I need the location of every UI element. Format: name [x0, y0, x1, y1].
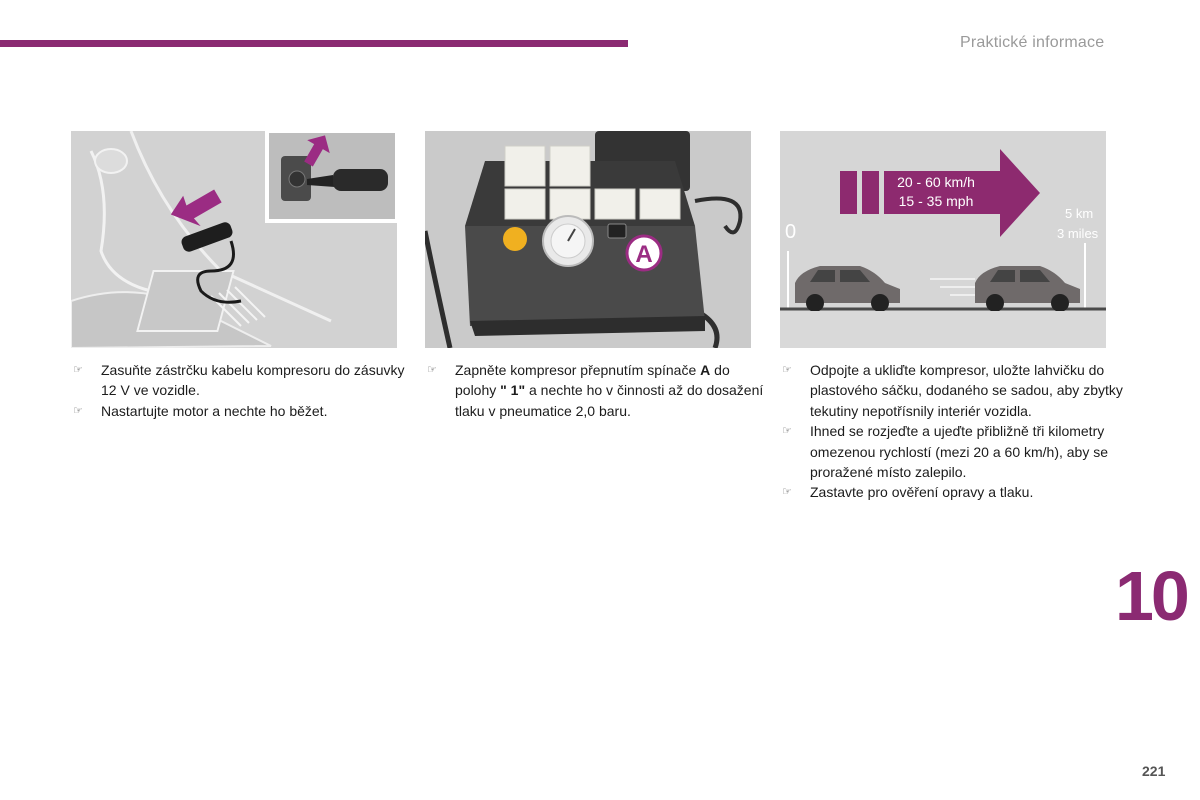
- switch-ref: A: [700, 362, 711, 378]
- instruction-item: [780, 360, 1125, 421]
- bullet-hand-icon: ☞: [782, 485, 792, 499]
- chapter-number: 10: [1115, 557, 1187, 635]
- bullet-hand-icon: ☞: [73, 363, 83, 376]
- illustration-compressor: [425, 131, 751, 348]
- instructions-column-2: [425, 360, 770, 421]
- instruction-text: Odpojte a ukliďte kompresor, uložte lahvičku do plastového sáčku, dodaného se sadou, aby zbytky tekutiny nepotřísnily interiér vozidla.: [810, 362, 1123, 419]
- instruction-text: Zastavte pro ověření opravy a tlaku.: [810, 484, 1034, 501]
- distance-miles: 3 miles: [1057, 226, 1099, 241]
- speed-mph: 15 - 35 mph: [898, 193, 974, 209]
- distance-km: 5 km: [1065, 206, 1094, 221]
- header-accent-bar: [0, 40, 628, 47]
- instruction-item: [71, 401, 416, 421]
- switch-label: A: [635, 241, 653, 268]
- instruction-item: [780, 421, 1125, 482]
- instruction-text: Zapněte kompresor přepnutím spínače: [455, 362, 701, 378]
- instruction-text: Nastartujte motor a nechte ho běžet.: [101, 402, 328, 419]
- instruction-item: [425, 360, 770, 421]
- instruction-text: do polohy: [455, 362, 730, 399]
- instruction-item: [71, 360, 416, 401]
- bullet-hand-icon: ☞: [427, 363, 437, 376]
- bullet-hand-icon: ☞: [73, 403, 83, 417]
- distance-start: 0: [785, 221, 797, 243]
- instructions-column-3: [780, 360, 1125, 503]
- bullet-hand-icon: ☞: [782, 424, 792, 438]
- illustration-drive: [780, 131, 1106, 348]
- instruction-text: Ihned se rozjeďte a ujeďte přibližně tři kilometry omezenou rychlostí (mezi 20 a 60 km/h), aby se proražené místo zalepilo.: [810, 423, 1109, 481]
- instruction-text: a nechte ho v činnosti až do dosažení tlaku v pneumatice 2,0 baru.: [455, 382, 764, 419]
- illustration-socket: [71, 131, 397, 348]
- instruction-item: [780, 482, 1125, 502]
- page-number: 221: [1142, 763, 1166, 779]
- speed-kmh: 20 - 60 km/h: [897, 174, 975, 190]
- instructions-column-1: [71, 360, 416, 421]
- instruction-text: Zasuňte zástrčku kabelu kompresoru do zásuvky 12 V ve vozidle.: [101, 362, 405, 399]
- bullet-hand-icon: ☞: [782, 363, 792, 376]
- section-title: Praktické informace: [960, 34, 1105, 51]
- position-ref: " 1": [500, 382, 526, 399]
